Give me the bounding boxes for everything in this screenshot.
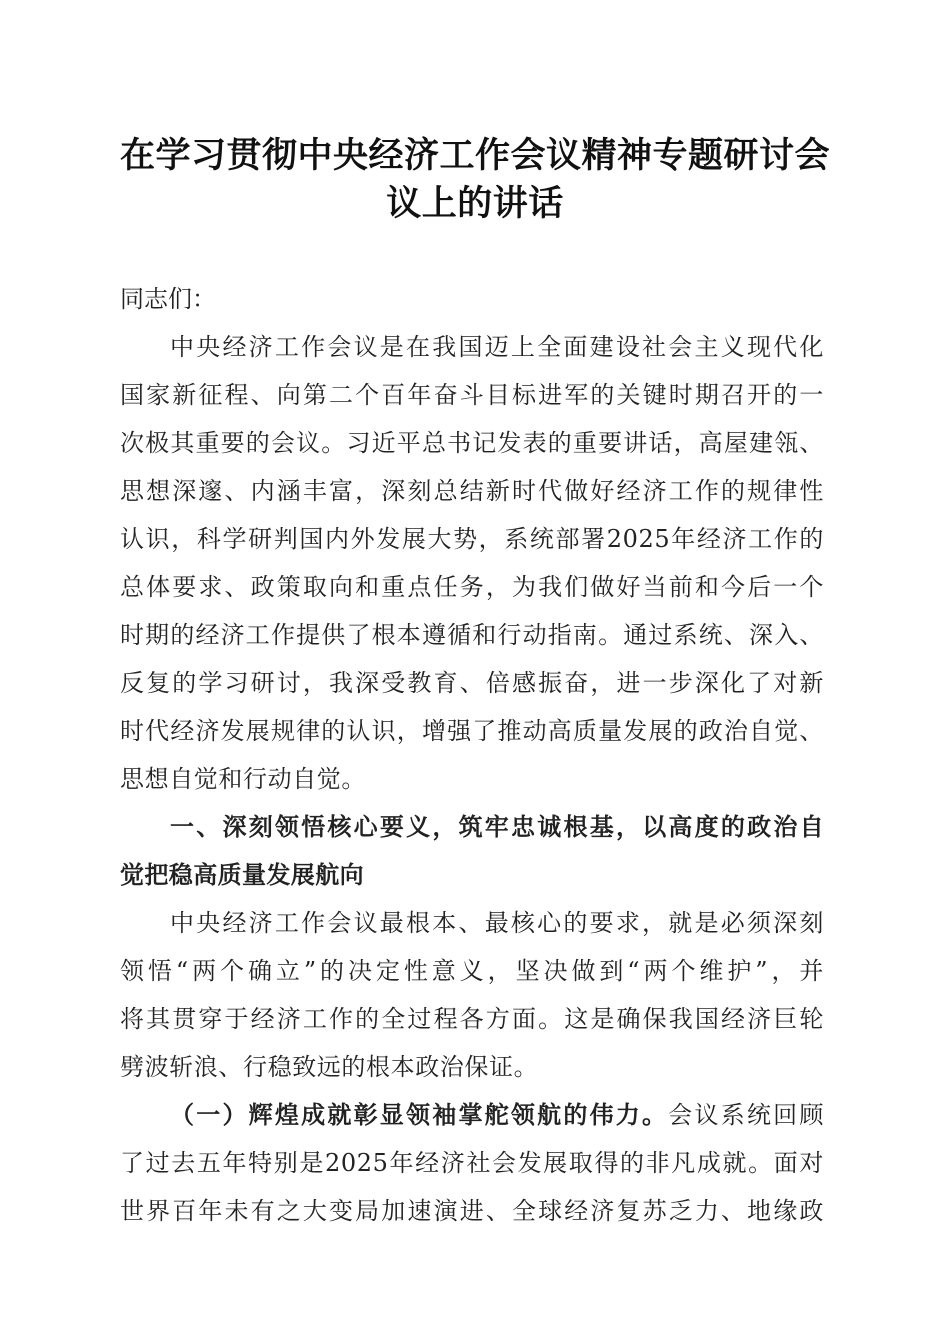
intro-paragraph bbox=[120, 323, 824, 803]
paragraph-line: 国家新征程、向第二个百年奋斗目标进军的关键时期召开的一 bbox=[120, 381, 824, 409]
paragraph-line: 总体要求、政策取向和重点任务，为我们做好当前和今后一个 bbox=[120, 573, 824, 601]
paragraph-line: 时期的经济工作提供了根本遵循和行动指南。通过系统、深入、 bbox=[120, 621, 824, 649]
section-1-paragraph bbox=[120, 899, 824, 1091]
document-body bbox=[120, 275, 824, 1235]
section-heading-1 bbox=[120, 803, 824, 899]
paragraph-line: 世界百年未有之大变局加速演进、全球经济复苏乏力、地缘政 bbox=[120, 1197, 824, 1225]
paragraph-line: 思想深邃、内涵丰富，深刻总结新时代做好经济工作的规律性 bbox=[120, 477, 824, 505]
paragraph-line: 反复的学习研讨，我深受教育、倍感振奋，进一步深化了对新 bbox=[120, 669, 824, 697]
paragraph-line: 将其贯穿于经济工作的全过程各方面。这是确保我国经济巨轮 bbox=[120, 1005, 824, 1033]
paragraph-line: 中央经济工作会议最根本、最核心的要求，就是必须深刻 bbox=[170, 909, 824, 937]
paragraph-line: 中央经济工作会议是在我国迈上全面建设社会主义现代化 bbox=[170, 333, 824, 361]
title-line-1: 在学习贯彻中央经济工作会议精神专题研讨会 bbox=[119, 135, 830, 176]
paragraph-line: 次极其重要的会议。习近平总书记发表的重要讲话，高屋建瓴、 bbox=[120, 429, 824, 457]
paragraph-line: 领悟“两个确立”的决定性意义，坚决做到“两个维护”，并 bbox=[120, 957, 824, 985]
subheading-1: （一）辉煌成就彰显领袖掌舵领航的伟力。 bbox=[170, 1100, 669, 1129]
paragraph-line: 了过去五年特别是2025年经济社会发展取得的非凡成就。面对 bbox=[120, 1149, 824, 1177]
paragraph-line: 思想自觉和行动自觉。 bbox=[120, 765, 366, 793]
subsection-1-paragraph bbox=[120, 1091, 824, 1235]
paragraph-line: 劈波斩浪、行稳致远的根本政治保证。 bbox=[120, 1053, 539, 1081]
paragraph-line: 认识，科学研判国内外发展大势，系统部署2025年经济工作的 bbox=[120, 525, 824, 553]
document-title bbox=[0, 132, 950, 228]
heading-line: 一、深刻领悟核心要义，筑牢忠诚根基，以高度的政治自 bbox=[170, 813, 824, 841]
paragraph-line: 时代经济发展规律的认识，增强了推动高质量发展的政治自觉、 bbox=[120, 717, 824, 745]
subheading-1-continuation: 会议系统回顾 bbox=[668, 1101, 824, 1129]
heading-line: 觉把稳高质量发展航向 bbox=[120, 861, 364, 889]
title-line-2: 议上的讲话 bbox=[386, 183, 564, 224]
paragraph-line bbox=[120, 1091, 824, 1139]
salutation: 同志们： bbox=[120, 285, 216, 313]
